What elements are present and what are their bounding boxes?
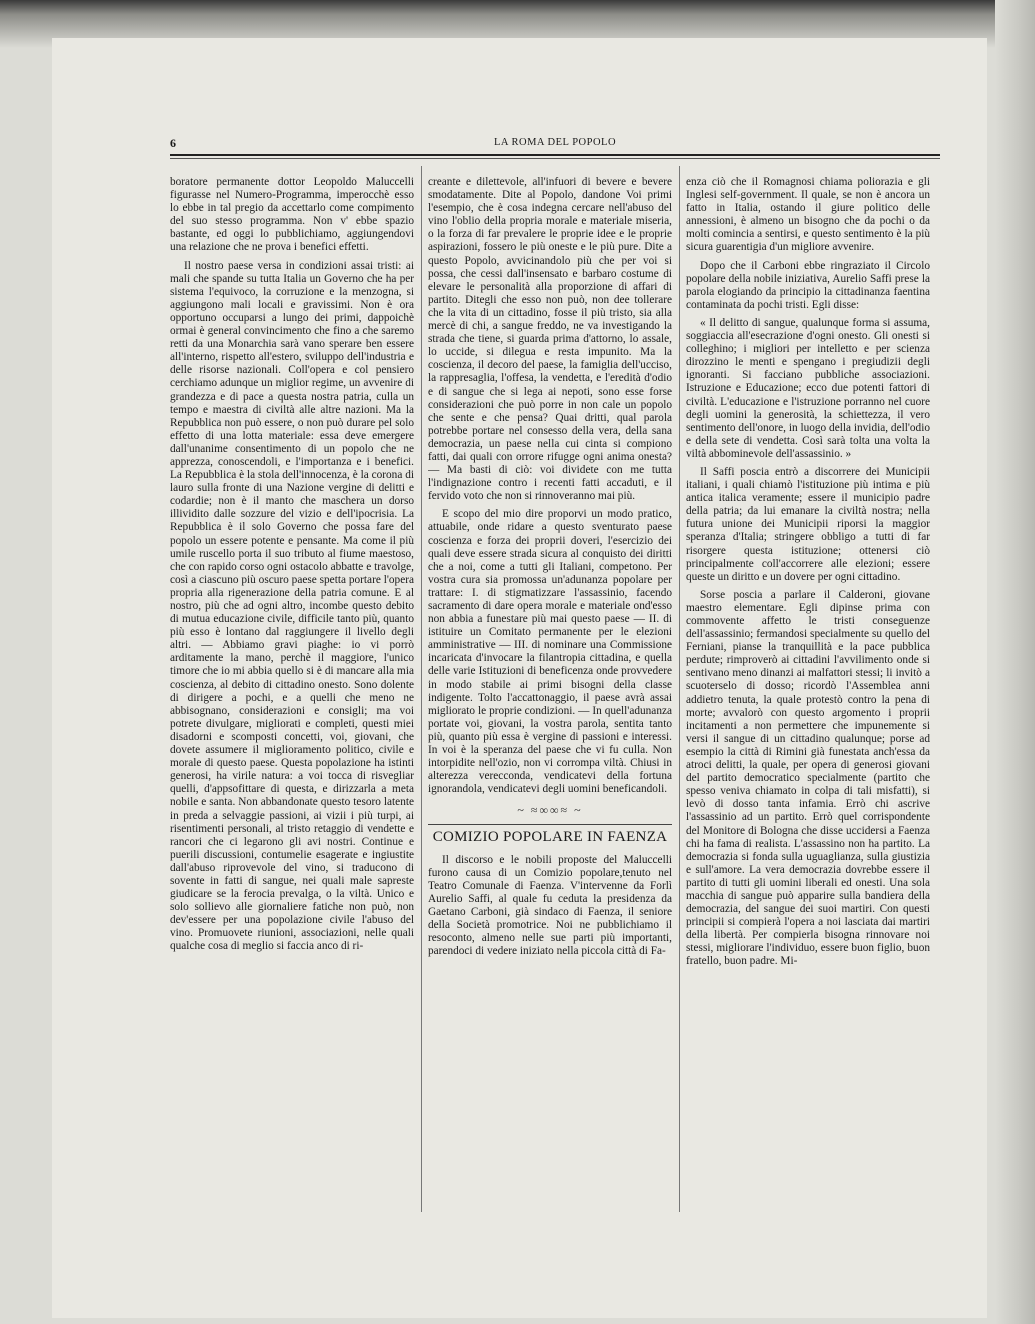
header-rule [170, 158, 940, 159]
quotation: « Il delitto di sangue, qualunque forma si assuma, soggiaccia all'esecrazione d'ogni onesto. Gli onesti si colleghino; i migliori per intelletto e per scienza dirozzino le menti e spengano i pregiudizii degli ignoranti. Si facciano pubbliche associazioni. Istruzione e Educazione; ecco due potenti fattori di civiltà. L'educazione e l'istruzione porranno nel cuore degli uomini la generosità, la schiettezza, il vero sentimento dell'onore, in luogo della invidia, dell'odio e della sete di vendetta. Così sarà tolta una volta la viltà abbominevole dell'assassinio. » [686, 316, 930, 460]
paragraph: creante e dilettevole, all'infuori di bevere e bevere smodatamente. Dite al Popolo, dandone Voi primi l'esempio, che è cosa indegna cercare nell'abuso del vino l'oblio della propria morale e materiale miseria, o la forza di far prevalere le proprie idee e le proprie aspirazioni, fossero le più oneste e le più pure. Dite a questo Popolo, avvicinandolo più che per voi si possa, che cessi dall'insensato e barbaro costume di elevare le personalità alla proporzione di affari di partito. Ditegli che esso non può, non dee tollerare che la vita di un cittadino, fosse il più tristo, sia alla mercè di chi, a sangue freddo, ne va investigando la strada che tiene, si guarda prima d'attorno, lo assale, lo uccide, si dilegua e resta impunito. Ma la coscienza, il decoro del paese, la famiglia dell'ucciso, la rappresaglia, l'offesa, la vendetta, e l'eredità d'odio e di sangue che si lega ai nepoti, sono esse forse considerazioni che può porre in non cale un popolo che sente e che pensa? Quai dritti, qual parola potrebbe portare nel consesso della vera, della sana democrazia, un paese nella cui cinta si compiono fatti, dai quali con orrore rifugge ogni anima onesta? — Ma basti di ciò: voi dividete con me tutta l'indignazione contro i recenti fatti accaduti, e il fervido voto che non si rinnoveranno mai più. [428, 176, 672, 503]
column-divider [679, 166, 680, 1212]
section-title: COMIZIO POPOLARE IN FAENZA [428, 824, 672, 844]
paragraph: enza ciò che il Romagnosi chiama poliorazia e gli Inglesi self-government. Il quale, se non è ancora un fatto in Italia, ostando il giure politico delle annessioni, è almeno un bisogno che da pochi o da molti comincia a sentirsi, e questo sentimento è la più sicura guarentigia d'un migliore avvenire. [686, 176, 930, 254]
page-number: 6 [170, 136, 176, 150]
paragraph: Il nostro paese versa in condizioni assai tristi: ai mali che spande su tutta Italia un Governo che ha per sistema l'equivoco, la corruzione e la menzogna, si aggiungono mali locali e gravissimi. Non è ora opportuno occuparsi a lungo dei primi, dappoichè ormai è general convincimento che fino a che saremo retti da una Monarchia sarà vano sperare ben essere all'interno, rispetto all'estero, sviluppo dell'industria e delle risorse nazionali. Coll'opera e col pensiero cerchiamo adunque un miglior regime, un avvenire di grandezza e di pace a questa nostra patria, culla un tempo e maestra di civiltà alle altre nazioni. Ma la Repubblica non può essere, o non può durare pel solo effetto di una lotta materiale: essa deve emergere dall'unanime consentimento di un popolo che ne apprezza, conoscendoli, e l'importanza e i benefici. La Repubblica è la stola dell'innocenza, è la corona di lauro sulla fronte di una Nazione vergine di delitti e codardie; non è il manto che maschera un dorso illividito dalle sozzure del vizio e dell'ipocrisia. La Repubblica è il solo Governo che possa fare del popolo un essere potente e pensante. Ma come il più umile ruscello porta il suo tributo al fiume maestoso, che con rapido corso ogni ostacolo abbatte e travolge, così a ciascuno più oscuro paese spetta portare l'opera propria alla rigenerazione della patria comune. E al nostro, più che ad ogni altro, incombe questo debito di mutua educazione civile, difficile tanto più, quanto più esso è lontano dal raggiungere il livello degli altri. — Abbiamo gravi piaghe: io vi porrò arditamente la mano, perchè il maggiore, l'unico timore che io mi abbia quello si è di mancare alla mia coscienza, al debito di cittadino onesto. Sono dolente di dirigere a pochi, e a quelli che meno ne abbisognano, considerazioni e consigli; ma voi potrete divulgare, migliorati e completi, questi miei disadorni e scomposti concetti, voi, giovani, che dovete assumere il miglioramento politico, civile e morale di questo paese. Questa popolazione ha istinti generosi, ha virile natura: a voi tocca di risvegliar quelli, d'appsofittare di questa, e dirizzarla a meta nobile e santa. Non abbandonate questo tesoro latente in preda a selvaggie passioni, ai vizii i più turpi, ai risentimenti personali, al tristo retaggio di vendette e rancori che ci legarono gli avi nostri. Continue e puerili discussioni, contumelie esagerate e ingiustite dall'abuso riprovevole del vino, si traducono di sovente in fatti di sangue, nei quali male sapreste giudicare se la ferocia prevalga, o la viltà. Unico e solo sollievo alle giornaliere fatiche non può, non dev'essere per una popolazione civile l'abuso del vino. Promuovete riunioni, associazioni, nelle quali qualche cosa di meglio si faccia anco di ri- [170, 259, 414, 953]
scan-right-edge [995, 0, 1035, 1324]
paragraph: Sorse poscia a parlare il Calderoni, giovane maestro elementare. Egli dipinse prima con commovente affetto le tristi conseguenze dell'assassinio; fermandosi specialmente su quello del Ferniani, pianse la tranquillità e la pace pubblica perdute; rimproverò ai cittadini l'avvilimento onde si sentivano meno dinanzi ai malfattori stessi; li invitò a scuoterselo di dosso; ricordò l'Assemblea anni addietro tenuta, la quale protestò contro la pena di morte; avvalorò con questo argomento i proprii incitamenti a non permettere che impunemente si versi il sangue di un cittadino qualunque; porse ad esempio la città di Rimini già funestata anch'essa da atroci delitti, la quale, per opera di generosi giovani del partito democratico specialmente (partito che spesso veniva chiamato in colpa di tali misfatti), si levò di dosso tanta infamia. Errò chi ascrive l'assassinio ad un partito. Errò quel corrispondente del Monitore di Bologna che disse uccidersi a Faenza chi ha fama di realista. L'assassino non ha partito. La democrazia si fonda sulla uguaglianza, sulla giustizia e sull'amore. La vera democrazia dovrebbe essere il partito di tutti gli uomini liberali ed onesti. Una sola macchia di sangue può apparire sulla bandiera della democrazia, del sangue dei suoi martiri. Con questi principii si compierà l'opera a noi lasciata dai martiri della libertà. Per compierla bisogna rinnovare noi stessi, migliorare l'individuo, essere buon figlio, buon fratello, buon padre. Mi- [686, 588, 930, 968]
text-column-2 [428, 176, 672, 1276]
paragraph: Il discorso e le nobili proposte del Maluccelli furono causa di un Comizio popolare,tenuto nel Teatro Comunale di Faenza. V'intervenne da Forlì Aurelio Saffi, al quale fu ceduta la presidenza da Gaetano Carboni, già sindaco di Faenza, il seniore della Società promotrice. Noi ne pubblichiamo il resoconto, almeno nelle sue parti più importanti, parendoci di vedere iniziato nella piccola città di Fa- [428, 853, 672, 958]
paragraph: E scopo del mio dire proporvi un modo pratico, attuabile, onde ridare a questo sventurato paese coscienza e forza dei proprii doveri, l'esercizio dei quali deve essere strada sicura al conquisto dei diritti che a noi, come a tutti gli Italiani, competono. Per vostra cura sia promossa un'adunanza popolare per trattare: I. di stigmatizzare l'assassinio, facendo sacramento di dare opera morale e materiale ond'esso non abbia a funestare più mai questo paese — II. di istituire un Comitato permanente per le elezioni amministrative — III. di nominare una Commissione incaricata d'invocare la filantropia cittadina, e quella delle varie Istituzioni di beneficenza onde provvedere in modo stabile ai primi bisogni della classe indigente. Tolto l'accattonaggio, il paese avrà assai migliorato le proprie condizioni. — In quell'adunanza portate voi, giovani, la vostra parola, sentita tanto più, quanto più essa è vergine di passioni e interessi. In voi è la speranza del paese che vi fu culla. Non intorpidite nell'ozio, non vi corrompa viltà. Chiusi in alterezza verecconda, vendicatevi della fortuna ignorandola, vendicatevi degli uomini beneficandoli. [428, 508, 672, 796]
paragraph: boratore permanente dottor Leopoldo Maluccelli figurasse nel Numero-Programma, imperocchè esso lo ebbe in tal pregio da accettarlo come compimento del suo stesso programma. Non v' ebbe spazio bastante, ed oggi lo pubblichiamo, aggiungendovi una relazione che ne prova i benefici effetti. [170, 176, 414, 254]
running-title: LA ROMA DEL POPOLO [493, 137, 617, 148]
paragraph: Il Saffi poscia entrò a discorrere dei Municipii italiani, i quali chiamò l'istituzione più intima e più antica italica veramente; essere il municipio padre della patria; da lui emanare la civiltà nostra; nella futura unione dei Municipii riporsi la maggior speranza d'Italia; stringere obbligo a tutti di far risorgere questa istituzione; ottenersi ciò principalmente coll'accorrere alle elezioni; essere queste un diritto e un dovere per ogni cittadino. [686, 465, 930, 583]
text-column-3 [686, 176, 930, 1276]
page-header [170, 132, 940, 156]
text-column-1 [170, 176, 414, 1276]
ornament-divider: ~ ≈∞∞≈ ~ [517, 803, 583, 818]
column-divider [421, 166, 422, 1212]
paragraph: Dopo che il Carboni ebbe ringraziato il Circolo popolare della nobile iniziativa, Aurelio Saffi prese la parola elogiando da principio la cittadinanza faentina contaminata da pochi tristi. Egli disse: [686, 259, 930, 311]
